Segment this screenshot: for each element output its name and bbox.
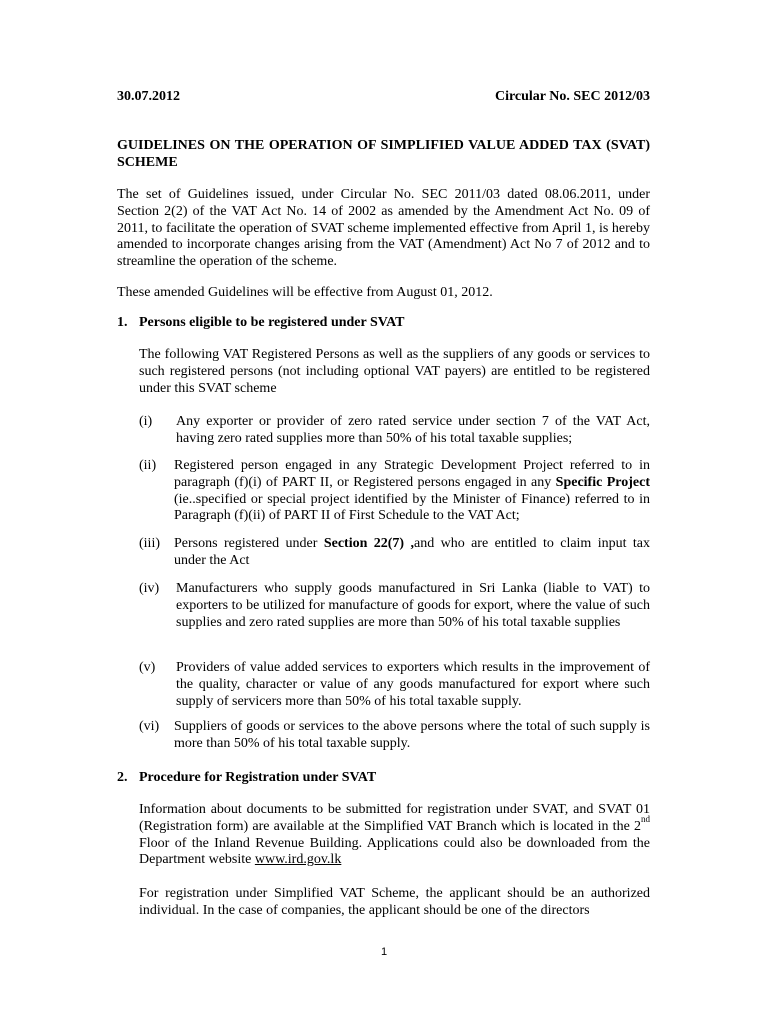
section-2-number: 2. [117,770,128,785]
list-item [139,581,650,631]
list-item-label: (vi) [139,719,160,734]
list-item [139,536,650,570]
list-item-label: (v) [139,660,156,675]
effective-date-paragraph: These amended Guidelines will be effective from August 01, 2012. [117,285,493,300]
list-item [139,660,650,710]
list-item-label: (ii) [139,458,157,473]
list-item-label: (iii) [139,536,160,551]
section-2-paragraph-2: For registration under Simplified VAT Scheme, the applicant should be an authorized individual. In the case of companies, the applicant should be one of the directors [139,886,650,918]
list-item [139,719,650,753]
section-1-title: Persons eligible to be registered under SVAT [139,315,405,330]
section-2-paragraph-1: Information about documents to be submitted for registration under SVAT, and SVAT 01 (Registration form) are available at the Simplified VAT Branch which is located in the 2nd Floor of the Inland Revenue Building. Applications could also be downloaded from the Department website www.ird.gov.lk [139,802,650,868]
list-item-text: Suppliers of goods or services to the above persons where the total of such supply is more than 50% of his total taxable supply. [174,719,650,751]
ird-website-link[interactable]: www.ird.gov.lk [254,852,342,868]
list-item-label: (i) [139,414,153,429]
list-item-text: Manufacturers who supply goods manufactured in Sri Lanka (liable to VAT) to exporters to be utilized for manufacture of goods for export, where the value of such supplies and zero rated supplies are more than 50% of his total taxable supplies [176,581,650,630]
list-item-text: Any exporter or provider of zero rated service under section 7 of the VAT Act, having zero rated supplies more than 50% of his total taxable supplies; [176,414,650,446]
page-number: 1 [380,946,388,958]
section-1-heading [117,315,404,331]
section-2-heading [117,770,376,786]
list-item [139,458,650,525]
section-2-title: Procedure for Registration under SVAT [139,770,377,785]
section-1-number: 1. [117,315,128,330]
list-item [139,414,650,448]
list-item-label: (iv) [139,581,160,596]
document-title: GUIDELINES ON THE OPERATION OF SIMPLIFIED VALUE ADDED TAX (SVAT) SCHEME [117,138,650,170]
circular-date: 30.07.2012 [117,89,180,104]
list-item-text: Registered person engaged in any Strategic Development Project referred to in paragraph (f)(i) of PART II, or Registered persons engaged in any Specific Project (ie..specified or special project identified by the Minister of Finance) referred to in Paragraph (f)(ii) of PART II of First Schedule to the VAT Act; [174,458,651,524]
section-1-lead: The following VAT Registered Persons as well as the suppliers of any goods or services to such registered persons (not including optional VAT payers) are entitled to be registered under this SVAT scheme [139,347,650,396]
section-reference-term: Section 22(7) , [323,536,414,551]
ordinal-suffix: nd [641,814,650,825]
list-item-text: Persons registered under Section 22(7) ,and who are entitled to claim input tax under the Act [174,536,650,568]
specific-project-term: Specific Project [555,474,651,490]
list-item-text: Providers of value added services to exporters which results in the improvement of the quality, character or value of any goods manufactured for export where such supply of servicers more than 50% of his total taxable supply. [176,660,650,709]
circular-number: Circular No. SEC 2012/03 [494,89,650,104]
intro-paragraph: The set of Guidelines issued, under Circular No. SEC 2011/03 dated 08.06.2011, under Section 2(2) of the VAT Act No. 14 of 2002 as amended by the Amendment Act No. 09 of 2011, to facilitate the operation of SVAT scheme implemented effective from April 1, is hereby amended to incorporate changes arising from the VAT (Amendment) Act No 7 of 2012 and to streamline the operation of the scheme. [117,187,650,270]
